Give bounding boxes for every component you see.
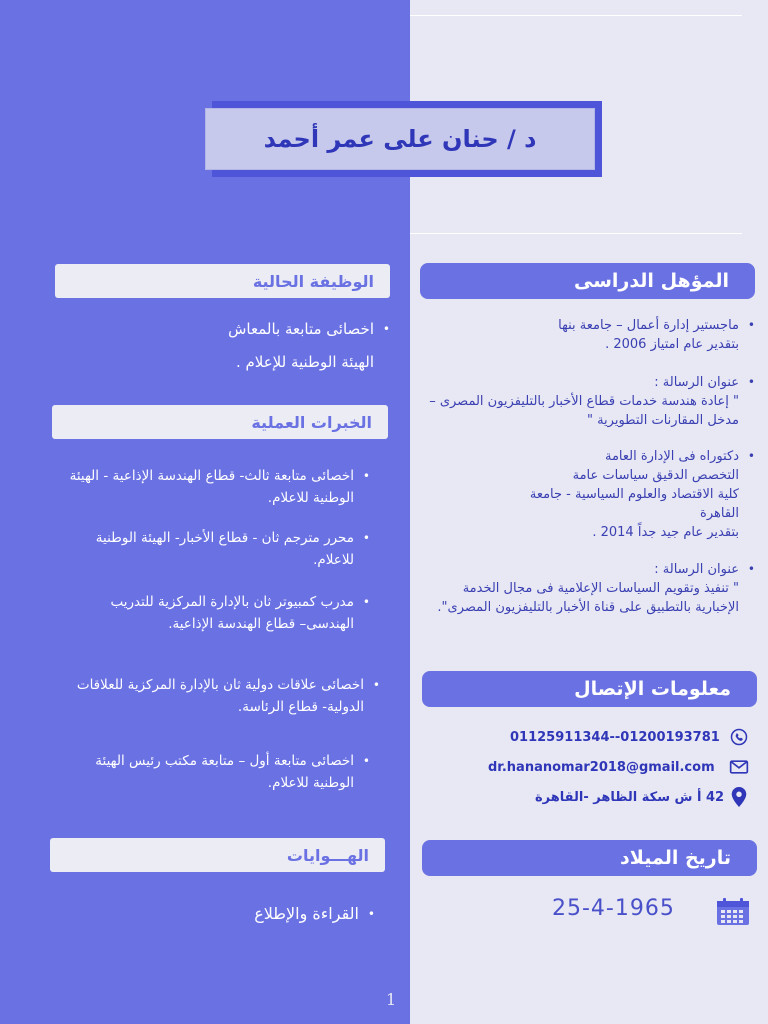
experience-item-2: • محرر مترجم ثان - قطاع الأخبار- الهيئة الوطنية للاعلام. [95,530,370,568]
education-item-1: • ماجستير إدارة أعمال – جامعة بنها بتقدير عام امتياز 2006 . [558,318,755,352]
birth-header [422,840,757,876]
current-job-title: الوظيفة الحالية [252,271,374,291]
phone-number: 01125911344--01200193781 [510,729,720,745]
education-header [420,263,755,299]
divider-line [410,15,742,16]
contact-header [422,671,757,707]
page-number: 1 [386,990,397,1009]
current-job-body [150,313,390,379]
list-item: • اخصائى متابعة بالمعاش [228,320,390,338]
list-item: الهيئة الوطنية للإعلام . [235,353,374,371]
address-row [440,785,750,809]
experience-item-1: • اخصائى متابعة ثالث- قطاع الهندسة الإذاعية - الهيئة الوطنية للاعلام. [69,468,370,506]
phone-icon [728,726,750,748]
education-item-3: • دكتوراه فى الإدارة العامة التخصص الدقيق سياسات عامة كلية الاقتصاد والعلوم السياسية - جامعة القاهرة بتقدير عام جيد جداً 2014 . [529,449,755,540]
list-item: • القراءة والإطلاع [254,904,375,923]
birth-date: 25-4-1965 [552,896,675,921]
name-box [205,108,595,170]
contact-title: معلومات الإتصال [574,678,731,700]
address-text: 42 أ ش سكة الظاهر -القاهرة [535,789,725,805]
birth-title: تاريخ الميلاد [620,847,731,869]
experience-item-5: • اخصائى متابعة أول – متابعة مكتب رئيس الهيئة الوطنية للاعلام. [95,753,370,791]
education-item-4: • عنوان الرسالة : " تنفيذ وتقويم السياسات الإعلامية فى مجال الخدمة الإخبارية بالتطبيق على قناة الأخبار بالتليفزيون المصرى". [437,562,755,615]
divider-line [410,233,742,234]
email-row [440,755,750,779]
experience-item-3: • مدرب كمبيوتر ثان بالإدارة المركزية للتدريب الهندسى– قطاع الهندسة الإذاعية. [110,594,370,632]
email-address: dr.hananomar2018@gmail.com [488,759,715,775]
hobbies-body [150,903,375,925]
education-title: المؤهل الدراسى [573,270,729,292]
experience-item-4: • اخصائى علاقات دولية ثان بالإدارة المركزية للعلاقات الدولية- قطاع الرئاسة. [76,677,380,715]
envelope-icon [728,756,750,778]
location-pin-icon [728,786,750,808]
education-item-2: • عنوان الرسالة : " إعادة هندسة خدمات قطاع الأخبار بالتليفزيون المصرى – مدخل المقارنات التطويرية " [429,375,755,428]
calendar-icon [716,898,750,926]
hobbies-title: الهـــوايات [286,845,369,865]
phone-row [440,725,750,749]
experience-header [52,405,388,439]
current-job-header [55,264,390,298]
person-name: د / حنان على عمر أحمد [263,125,537,153]
experience-title: الخبرات العملية [251,412,372,432]
hobbies-header [50,838,385,872]
